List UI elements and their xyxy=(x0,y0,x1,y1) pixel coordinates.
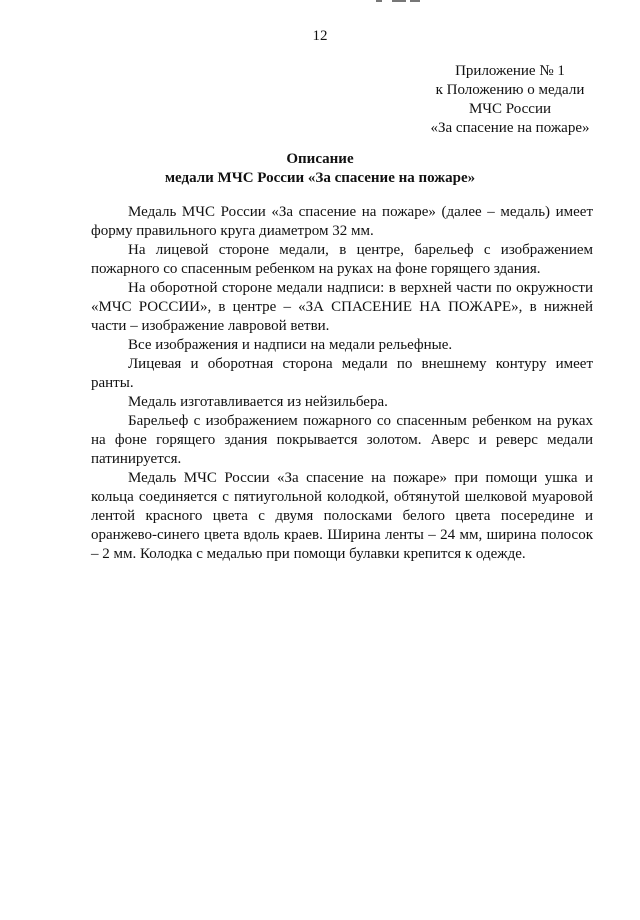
paragraph: Медаль изготавливается из нейзильбера. xyxy=(128,394,388,410)
paragraph: Все изображения и надписи на медали рельефные. xyxy=(128,337,453,353)
title-line: Описание xyxy=(286,151,354,167)
paragraph: Лицевая и оборотная сторона медали по внешнему контуру имеет ранты. xyxy=(91,356,593,391)
paragraph: На оборотной стороне медали надписи: в верхней части по окружности «МЧС РОССИИ», в центре – «ЗА СПАСЕНИЕ НА ПОЖАРЕ», в нижней части – изображение лавровой ветви. xyxy=(91,280,593,334)
paragraph: Медаль МЧС России «За спасение на пожаре» (далее – медаль) имеет форму правильного круга диаметром 32 мм. xyxy=(91,204,593,239)
scan-edge-mark xyxy=(376,0,382,2)
page-number: 12 xyxy=(312,28,328,44)
title-line: медали МЧС России «За спасение на пожаре» xyxy=(164,170,476,186)
scan-edge-mark xyxy=(410,0,420,2)
appendix-line: МЧС России xyxy=(468,101,552,117)
appendix-line: «За спасение на пожаре» xyxy=(430,120,590,136)
appendix-header xyxy=(400,62,620,138)
appendix-line: к Положению о медали xyxy=(435,82,585,98)
scan-edge-mark xyxy=(392,0,406,2)
paragraph: Барельеф с изображением пожарного со спасенным ребенком на руках на фоне горящего здания покрывается золотом. Аверс и реверс медали патинируется. xyxy=(91,413,593,467)
document-title xyxy=(0,150,640,188)
appendix-line: Приложение № 1 xyxy=(455,63,565,79)
paragraph: На лицевой стороне медали, в центре, барельеф с изображением пожарного со спасенным ребенком на руках на фоне горящего здания. xyxy=(91,242,593,277)
document-body xyxy=(91,203,593,564)
paragraph: Медаль МЧС России «За спасение на пожаре» при помощи ушка и кольца соединяется с пятиугольной колодкой, обтянутой шелковой муаровой лентой красного цвета с двумя полосками белого цвета посередине и оранжево-синего цвета вдоль краев. Ширина ленты – 24 мм, ширина полосок – 2 мм. Колодка с медалью при помощи булавки крепится к одежде. xyxy=(91,470,593,562)
